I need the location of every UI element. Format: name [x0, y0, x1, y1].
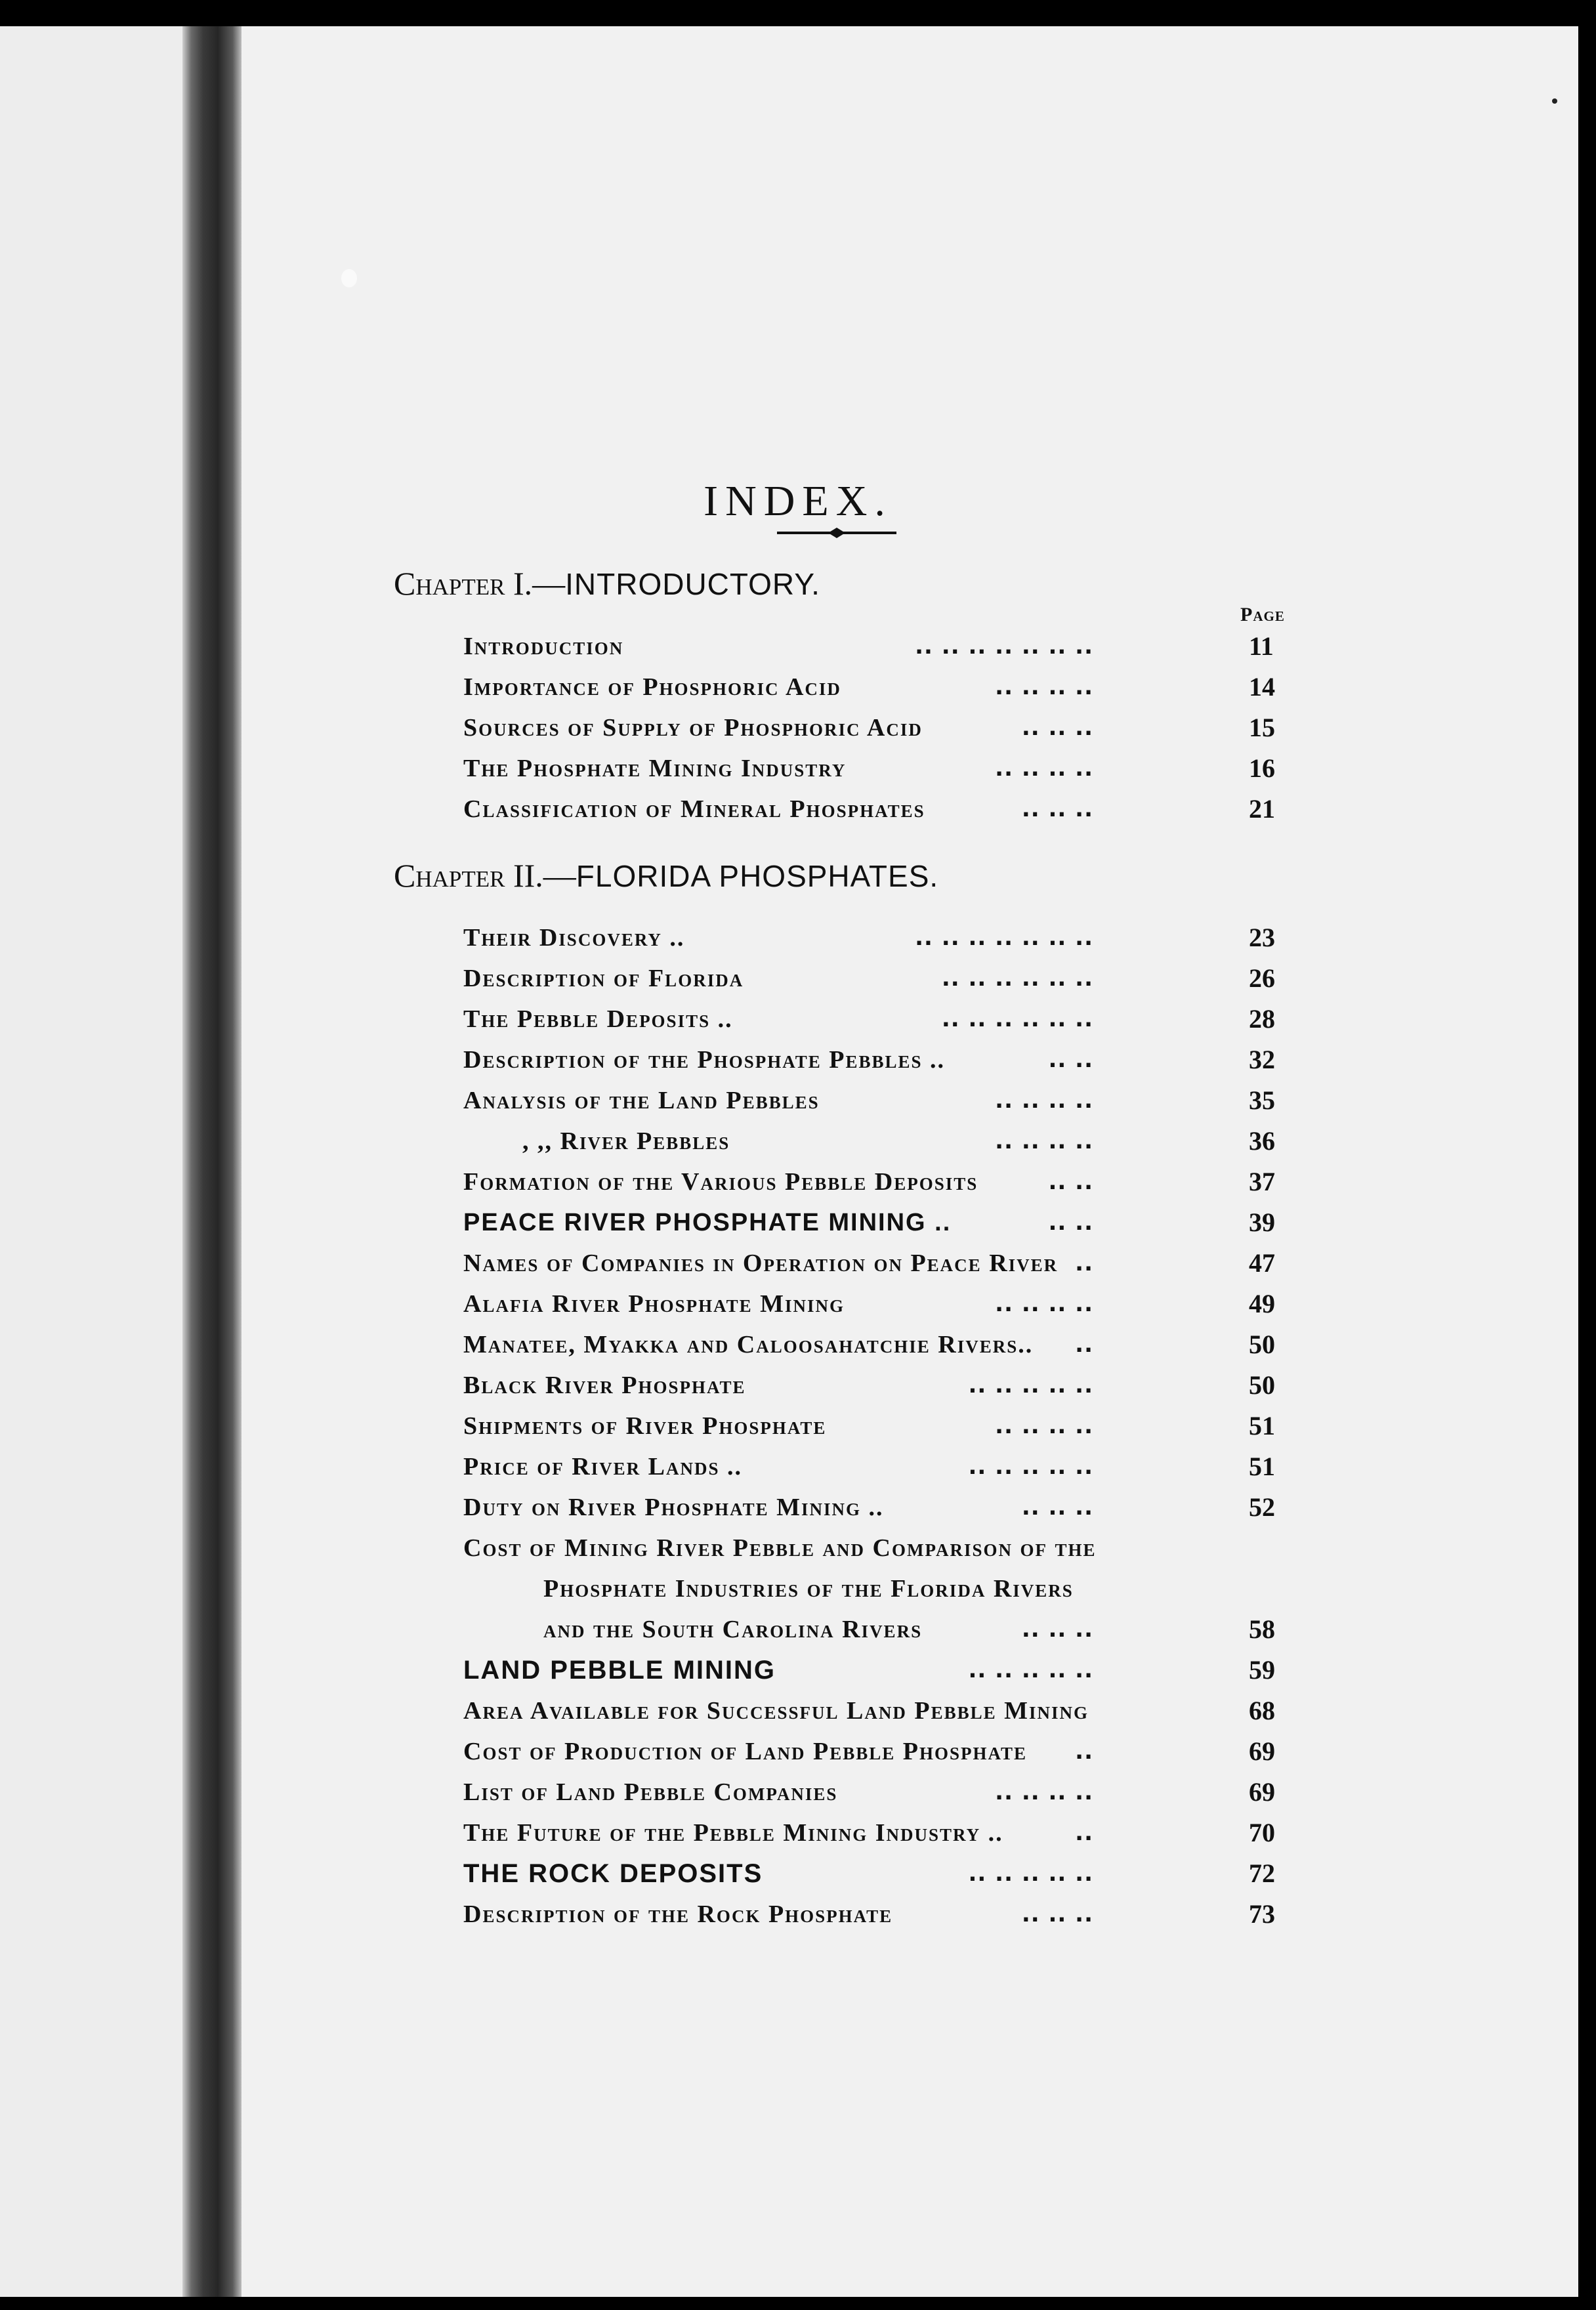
entry-page-number: 32 [1249, 1045, 1275, 1074]
chapter-2-heading [394, 856, 938, 894]
entry-title: Classification of Mineral Phosphates [463, 795, 925, 823]
entry-title: Cost of Mining River Pebble and Comparison of the [463, 1534, 1097, 1562]
index-entry [463, 1122, 1284, 1160]
index-entry [463, 1163, 1284, 1201]
entry-page-number: 72 [1249, 1858, 1275, 1888]
entry-leaders: .. .. .. [1021, 1494, 1093, 1521]
entry-leaders: .. .. .. .. .. .. [941, 965, 1093, 992]
entry-title: Introduction [463, 633, 624, 660]
entry-title: Sources of Supply of Phosphoric Acid [463, 714, 923, 742]
entry-title: PEACE RIVER PHOSPHATE MINING .. [463, 1209, 952, 1236]
entry-page-number: 47 [1249, 1248, 1275, 1278]
entry-leaders: .. .. .. [1021, 1901, 1093, 1927]
entry-page-number: 51 [1249, 1452, 1275, 1481]
entry-page-number: 36 [1249, 1126, 1275, 1156]
entry-page-number: 35 [1249, 1085, 1275, 1115]
chapter-1-title: INTRODUCTORY. [565, 567, 820, 601]
entry-page-number: 16 [1249, 753, 1275, 783]
index-title: INDEX. [704, 477, 892, 526]
index-entry [463, 1407, 1284, 1445]
entry-page-number: 50 [1249, 1370, 1275, 1400]
entry-leaders: .. .. .. .. [995, 1779, 1093, 1805]
entry-title: Shipments of River Phosphate [463, 1412, 827, 1440]
entry-leaders: .. .. .. .. .. [968, 1860, 1093, 1887]
index-entry [463, 1488, 1284, 1526]
entry-page-number: 59 [1249, 1655, 1275, 1685]
index-entry [463, 959, 1284, 998]
entry-title: , ,, River Pebbles [522, 1127, 730, 1155]
entry-page-number: 70 [1249, 1818, 1275, 1847]
entry-title: Their Discovery .. [463, 924, 685, 952]
entry-leaders: .. .. .. .. .. [968, 1657, 1093, 1683]
index-entry [463, 1000, 1284, 1038]
entry-title: Formation of the Various Pebble Deposits [463, 1168, 978, 1196]
entry-leaders: .. .. .. .. [995, 674, 1093, 700]
index-entry [463, 1244, 1284, 1282]
index-entry-continuation [463, 1610, 1284, 1648]
entry-title: List of Land Pebble Companies [463, 1778, 838, 1806]
index-entry [463, 668, 1284, 706]
entry-page-number: 68 [1249, 1696, 1275, 1725]
entry-page-number: 51 [1249, 1411, 1275, 1440]
index-entry [463, 1041, 1284, 1079]
entry-leaders: .. .. .. .. .. .. [941, 1006, 1093, 1032]
index-entry [463, 1732, 1284, 1771]
entry-title: The Future of the Pebble Mining Industry .. [463, 1819, 1003, 1847]
entry-page-number: 28 [1249, 1004, 1275, 1034]
entry-page-number: 58 [1249, 1614, 1275, 1644]
entry-title: Importance of Phosphoric Acid [463, 673, 841, 701]
entry-leaders: .. .. .. .. .. [968, 1372, 1093, 1398]
entry-page-number: 23 [1249, 923, 1275, 952]
entry-leaders: .. [1075, 1738, 1093, 1765]
index-entry [463, 749, 1284, 788]
entry-title: Area Available for Successful Land Pebble Mining [463, 1697, 1089, 1725]
entry-page-number: 21 [1249, 794, 1275, 824]
entry-leaders: .. .. .. [1021, 1616, 1093, 1643]
entry-page-number: 69 [1249, 1736, 1275, 1766]
entry-leaders: .. .. .. .. [995, 1087, 1093, 1114]
entry-title: Price of River Lands .. [463, 1453, 743, 1480]
entry-title: Alafia River Phosphate Mining [463, 1290, 845, 1318]
chapter-1-heading [394, 564, 820, 602]
entry-leaders: .. .. .. .. .. [968, 1454, 1093, 1480]
entry-title: LAND PEBBLE MINING [463, 1656, 776, 1685]
entry-page-number: 14 [1249, 672, 1275, 702]
entry-page-number: 26 [1249, 963, 1275, 993]
index-entry [463, 627, 1284, 665]
chapter-2-title: FLORIDA PHOSPHATES. [576, 859, 939, 893]
entry-title: Black River Phosphate [463, 1372, 746, 1399]
index-entry [463, 709, 1284, 747]
entry-leaders: .. .. .. [1021, 715, 1093, 741]
entry-leaders: .. .. [1048, 1169, 1093, 1195]
index-entry [463, 1855, 1284, 1893]
entry-title: The Phosphate Mining Industry [463, 755, 847, 782]
entry-title: and the South Carolina Rivers [543, 1616, 923, 1643]
chapter-2-number: Chapter II.— [394, 857, 576, 894]
entry-leaders: .. .. [1048, 1047, 1093, 1073]
entry-leaders: .. [1075, 1250, 1093, 1276]
entry-title: Duty on River Phosphate Mining .. [463, 1494, 884, 1521]
entry-leaders: .. .. .. .. [995, 1128, 1093, 1154]
entry-title: Manatee, Myakka and Caloosahatchie Rivers.. [463, 1331, 1034, 1358]
index-entry [463, 1529, 1284, 1567]
entry-leaders: .. .. .. [1021, 796, 1093, 822]
entry-title: Names of Companies in Operation on Peace River [463, 1250, 1059, 1277]
index-entry [463, 1448, 1284, 1486]
index-entry [463, 1814, 1284, 1852]
entry-leaders: .. .. .. .. [995, 1291, 1093, 1317]
index-entry [463, 1285, 1284, 1323]
entry-title: Cost of Production of Land Pebble Phosphate [463, 1738, 1028, 1765]
entry-title: Analysis of the Land Pebbles [463, 1087, 820, 1114]
index-entry [463, 1366, 1284, 1404]
entry-title: The Pebble Deposits .. [463, 1005, 733, 1033]
index-entry [463, 1326, 1284, 1364]
entry-page-number: 11 [1249, 631, 1274, 661]
entry-leaders: .. .. [1048, 1209, 1093, 1236]
index-entry [463, 1692, 1284, 1730]
page-column-heading: Page [1240, 604, 1285, 625]
index-entry [463, 1082, 1284, 1120]
entry-leaders: .. .. .. .. [995, 1413, 1093, 1439]
entry-title: Phosphate Industries of the Florida Rivers [543, 1575, 1074, 1603]
index-entry [463, 790, 1284, 828]
index-entry-continuation [463, 1570, 1284, 1608]
entry-page-number: 49 [1249, 1289, 1275, 1318]
index-entry [463, 1773, 1284, 1811]
entry-page-number: 69 [1249, 1777, 1275, 1807]
entry-title: THE ROCK DEPOSITS [463, 1859, 763, 1888]
entry-page-number: 73 [1249, 1899, 1275, 1929]
book-page [233, 26, 1578, 2297]
index-entry [463, 1895, 1284, 1933]
entry-page-number: 39 [1249, 1208, 1275, 1237]
chapter-1-number: Chapter I.— [394, 565, 566, 602]
book-spine-shadow [182, 26, 242, 2297]
entry-page-number: 37 [1249, 1167, 1275, 1196]
entry-leaders: .. .. .. .. [995, 755, 1093, 782]
title-rule-ornament [777, 525, 896, 541]
entry-title: Description of the Phosphate Pebbles .. [463, 1046, 946, 1074]
index-entry [463, 1204, 1284, 1242]
entry-page-number: 52 [1249, 1492, 1275, 1522]
entry-leaders: .. .. .. .. .. .. .. [915, 633, 1093, 660]
entry-page-number: 15 [1249, 713, 1275, 742]
entry-leaders: .. [1075, 1332, 1093, 1358]
entry-page-number: 50 [1249, 1330, 1275, 1359]
entry-leaders: .. .. .. .. .. .. .. [915, 925, 1093, 951]
entry-title: Description of Florida [463, 965, 744, 992]
entry-leaders: .. [1075, 1820, 1093, 1846]
facing-page [0, 26, 197, 2297]
entry-title: Description of the Rock Phosphate [463, 1900, 893, 1928]
index-entry [463, 919, 1284, 957]
index-entry [463, 1651, 1284, 1689]
